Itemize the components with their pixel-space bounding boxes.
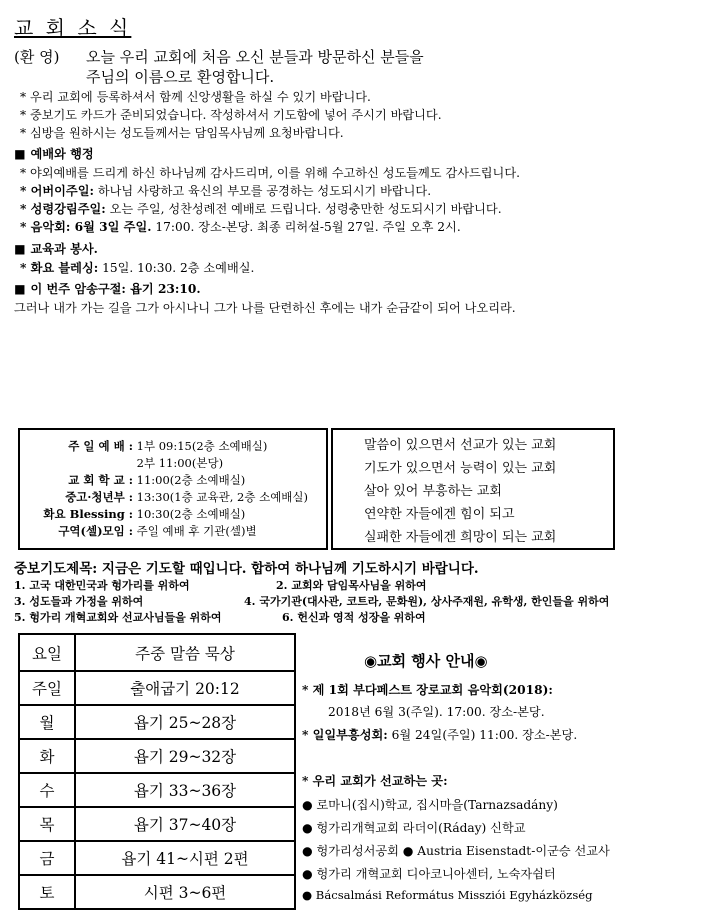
worship-item-text: 오는 주일, 성찬성례전 예배로 드립니다. 성령충만한 성도되시기 바랍니다. bbox=[105, 202, 502, 216]
mission-item: ● 로마니(집시)학교, 집시마을(Tarnazsadány) bbox=[302, 798, 558, 812]
worship-heading: ■ 예배와 행정 bbox=[14, 145, 94, 162]
table-row bbox=[19, 739, 295, 773]
concert-detail: 2018년 6월 3(주일). 17:00. 장소-본당. bbox=[328, 705, 545, 719]
day-cell: 수 bbox=[19, 773, 75, 807]
table-row bbox=[19, 671, 295, 705]
worship-item bbox=[20, 218, 461, 235]
schedule-row bbox=[20, 523, 326, 540]
prayer-item: 6. 헌신과 영적 성장을 위하여 bbox=[282, 611, 426, 624]
schedule-label: 화요 Blessing : bbox=[43, 507, 133, 521]
worship-item-text: 하나님 사랑하고 육신의 부모를 공경하는 성도되시기 바랍니다. bbox=[93, 184, 432, 198]
worship-item-text: 17:00. 장소-본당. 최종 리허설-5월 27일. 주일 오후 2시. bbox=[151, 220, 461, 234]
revival-label: * 일일부흥성회: bbox=[302, 728, 388, 742]
schedule-label: 주 일 예 배 : bbox=[68, 439, 133, 453]
mission-item: ● 헝가리성서공회 ● Austria Eisenstadt-이군승 선교사 bbox=[302, 844, 610, 858]
page-title: 교 회 소 식 bbox=[14, 16, 132, 40]
table-row bbox=[19, 875, 295, 909]
table-header: 요일 bbox=[19, 634, 75, 671]
schedule-row bbox=[20, 472, 326, 489]
prayer-item: 4. 국가기관(대사관, 코트라, 문화원), 상사주재원, 유학생, 한인들을 위하여 bbox=[244, 595, 610, 608]
worship-item-label: * 어버이주일: bbox=[20, 184, 94, 198]
education-heading: ■ 교육과 봉사. bbox=[14, 240, 98, 257]
worship-item bbox=[20, 164, 520, 181]
worship-schedule bbox=[20, 438, 326, 540]
welcome-line-2: 주님의 이름으로 환영합니다. bbox=[86, 68, 275, 86]
worship-item bbox=[20, 182, 431, 199]
worship-item bbox=[20, 200, 502, 217]
schedule-value: 10:30(2층 소예배실) bbox=[136, 507, 246, 521]
schedule-row bbox=[20, 438, 326, 455]
worship-item-text: * 야외예배를 드리게 하신 하나님께 감사드리며, 이를 위해 수고하신 성도들께도 감사드립니다. bbox=[20, 166, 520, 180]
memory-verse: 그러나 내가 가는 길을 그가 아시나니 그가 나를 단련하신 후에는 내가 순금같이 되어 나오리라. bbox=[14, 301, 516, 315]
welcome-note: * 우리 교회에 등록하셔서 함께 신앙생활을 하실 수 있기 바랍니다. bbox=[20, 90, 371, 104]
mission-item: ● 헝가리 개혁교회 디아코니아센터, 노숙자쉼터 bbox=[302, 867, 556, 881]
mission-heading: * 우리 교회가 선교하는 곳: bbox=[302, 774, 448, 788]
worship-item-label: * 음악회: 6월 3일 주일. bbox=[20, 220, 152, 234]
reading-cell: 욥기 37~40장 bbox=[75, 807, 295, 841]
events-heading: ◉교회 행사 안내◉ bbox=[364, 652, 488, 670]
day-cell: 주일 bbox=[19, 671, 75, 705]
schedule-label: 교 회 학 교 : bbox=[68, 473, 133, 487]
schedule-value: 주일 예배 후 기관(셀)별 bbox=[136, 524, 257, 538]
day-cell: 화 bbox=[19, 739, 75, 773]
mission-item: ● 헝가리개혁교회 라더이(Ráday) 신학교 bbox=[302, 821, 526, 835]
schedule-value: 1부 09:15(2층 소예배실) bbox=[136, 439, 268, 453]
day-cell: 월 bbox=[19, 705, 75, 739]
reading-cell: 욥기 25~28장 bbox=[75, 705, 295, 739]
mission-item: ● Bácsalmási Református Missziói Egyházközség bbox=[302, 888, 593, 902]
table-row bbox=[19, 773, 295, 807]
schedule-label: 구역(셀)모임 : bbox=[58, 524, 133, 538]
schedule-label: 중고·청년부 : bbox=[65, 490, 133, 504]
prayer-item: 3. 성도들과 가정을 위하여 bbox=[14, 595, 144, 608]
vision-line: 실패한 자들에겐 희망이 되는 교회 bbox=[364, 530, 557, 545]
reading-cell: 욥기 29~32장 bbox=[75, 739, 295, 773]
table-row bbox=[19, 705, 295, 739]
revival-item bbox=[302, 726, 577, 743]
memory-verse-heading: ■ 이 번주 암송구절: 욥기 23:10. bbox=[14, 280, 201, 297]
vision-line: 기도가 있으면서 능력이 있는 교회 bbox=[364, 461, 557, 476]
prayer-item: 2. 교회와 담임목사님을 위하여 bbox=[276, 579, 427, 592]
education-item bbox=[20, 259, 254, 276]
education-item-text: 15일. 10:30. 2층 소예배실. bbox=[98, 261, 255, 275]
church-vision bbox=[364, 434, 556, 549]
reading-cell: 욥기 33~36장 bbox=[75, 773, 295, 807]
education-item-label: * 화요 블레싱: bbox=[20, 261, 99, 275]
schedule-value: 2부 11:00(본당) bbox=[136, 456, 224, 470]
prayer-title: 중보기도제목: 지금은 기도할 때입니다. 합하여 하나님께 기도하시기 바랍니다. bbox=[14, 561, 479, 577]
vision-line: 살아 있어 부흥하는 교회 bbox=[364, 484, 502, 499]
vision-line: 말씀이 있으면서 선교가 있는 교회 bbox=[364, 438, 557, 453]
revival-text: 6월 24일(주일) 11:00. 장소-본당. bbox=[387, 728, 578, 742]
day-cell: 목 bbox=[19, 807, 75, 841]
table-row bbox=[19, 841, 295, 875]
schedule-row bbox=[20, 506, 326, 523]
reading-cell: 욥기 41~시편 2편 bbox=[75, 841, 295, 875]
welcome-label: (환 영) bbox=[14, 48, 60, 66]
reading-cell: 시편 3~6편 bbox=[75, 875, 295, 909]
prayer-item: 1. 고국 대한민국과 헝가리를 위하여 bbox=[14, 579, 190, 592]
concert-title: * 제 1회 부다페스트 장로교회 음악회(2018): bbox=[302, 683, 553, 697]
welcome-line-1: 오늘 우리 교회에 처음 오신 분들과 방문하신 분들을 bbox=[86, 48, 424, 66]
weekly-reading-table bbox=[18, 633, 296, 910]
schedule-row bbox=[20, 455, 326, 472]
table-header-row bbox=[19, 634, 295, 671]
day-cell: 토 bbox=[19, 875, 75, 909]
welcome-note: * 중보기도 카드가 준비되었습니다. 작성하셔서 기도함에 넣어 주시기 바랍니다. bbox=[20, 108, 442, 122]
schedule-value: 11:00(2층 소예배실) bbox=[136, 473, 246, 487]
day-cell: 금 bbox=[19, 841, 75, 875]
prayer-item: 5. 헝가리 개혁교회와 선교사님들을 위하여 bbox=[14, 611, 222, 624]
schedule-value: 13:30(1층 교육관, 2층 소예배실) bbox=[136, 490, 309, 504]
welcome-note: * 심방을 원하시는 성도들께서는 담임목사님께 요청바랍니다. bbox=[20, 126, 344, 140]
schedule-row bbox=[20, 489, 326, 506]
table-header: 주중 말씀 묵상 bbox=[75, 634, 295, 671]
reading-cell: 출애굽기 20:12 bbox=[75, 671, 295, 705]
vision-line: 연약한 자들에겐 힘이 되고 bbox=[364, 507, 515, 522]
worship-item-label: * 성령강림주일: bbox=[20, 202, 106, 216]
table-row bbox=[19, 807, 295, 841]
